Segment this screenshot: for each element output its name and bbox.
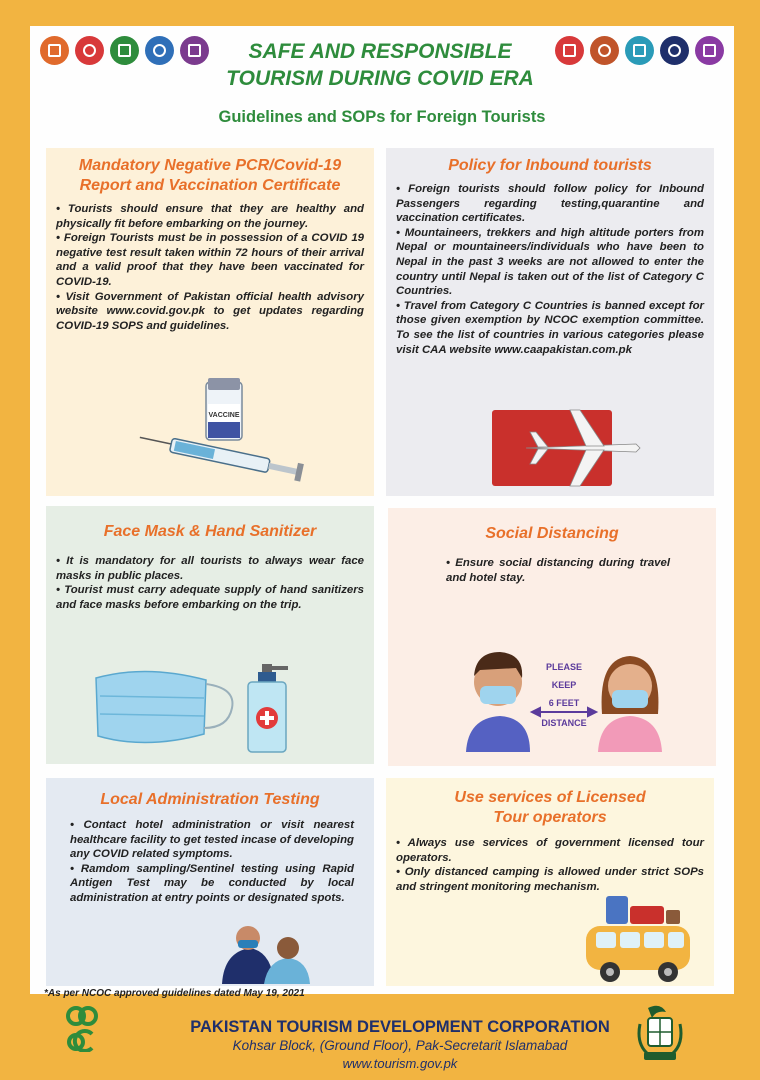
building-icon [695,36,724,65]
bullet-list [398,556,706,585]
card-local-testing [46,778,374,986]
car-icon [75,36,104,65]
suitcase-blue [606,896,628,924]
face-mask-icon [96,671,232,742]
list-item: • Mountaineers, trekkers and high altitude porters from Nepal or mountaineers/individuals who have been to Nepal in the past 3 weeks are not allowed to enter the country until Nepal is taken out of the list of Category C Countries. [396,226,704,299]
card-title: Social Distancing [485,525,619,542]
mask-sanitizer-illustration [86,658,346,758]
tour-van-illustration [584,896,694,984]
distance-word: KEEP [551,680,577,690]
footnote: *As per NCOC approved guidelines dated May 19, 2021 [44,988,305,999]
list-item: • Ramdom sampling/Sentinel testing using Rapid Antigen Test may be conducted by local administration at entry points or designated spots. [70,862,354,906]
list-item: • Travel from Category C Countries is banned except for those given exemption by NCOC exemption committee. To see the list of countries in various categories please visit CAA website www.caapakistan.com.pk [396,299,704,357]
bullet-list [396,182,704,357]
bullet-list [396,836,704,894]
right-icon-row [555,36,724,65]
distance-word: PLEASE [545,662,583,672]
vaccine-syringe-illustration [136,376,336,496]
shop-icon [110,36,139,65]
list-item: • Foreign Tourists must be in possession of a COVID 19 negative test result taken within 72 hours of their arrival and a valid proof that they have been vaccinated for COVID-19. [56,231,364,289]
distance-word: 6 FEET [548,698,580,708]
card-title: Policy for Inbound tourists [448,157,652,174]
card-title: Local Administration Testing [100,791,320,808]
covid-testing-illustration [220,924,310,984]
person-left-icon [466,652,530,752]
reception-icon [145,36,174,65]
card-pcr-certificate [46,148,374,496]
hotel-icon [40,36,69,65]
card-title: Face Mask & Hand Sanitizer [103,523,317,540]
list-item: • Ensure social distancing during travel and hotel stay. [446,556,670,585]
list-item: • It is mandatory for all tourists to always wear face masks in public places. [56,554,364,583]
elevator-icon [660,36,689,65]
bullet-list [56,202,364,333]
list-item: • Tourist must carry adequate supply of hand sanitizers and face masks before embarking on the trip. [56,583,364,612]
title-line-1: SAFE AND RESPONSIBLE [248,40,512,63]
vial-cap [208,378,240,390]
passport-plane-illustration [486,400,646,490]
hand-sanitizer-icon [248,664,288,752]
ptdc-logo [62,1004,102,1052]
organization-address: Kohsar Block, (Ground Floor), Pak-Secretarit Islamabad [232,1038,568,1053]
museum-icon [590,36,619,65]
suitcase-red [630,906,664,924]
card-title-line-2: Tour operators [493,809,607,826]
state-emblem-icon [634,1004,686,1064]
list-item: • Only distanced camping is allowed under strict SOPs and stringent monitoring mechanism. [396,865,704,894]
person-right-icon [598,656,662,752]
bullet-list [56,818,364,906]
card-mask-sanitizer [46,506,374,764]
poster-sheet [30,26,734,994]
card-title-line-1: Use services of Licensed [454,789,646,806]
list-item: • Foreign tourists should follow policy for Inbound Passengers regarding testing,quarantine and vaccination certificates. [396,182,704,226]
vial-label-text: VACCINE [208,412,240,419]
card-title-line-1: Mandatory Negative PCR/Covid-19 [78,157,342,174]
page-title [180,38,580,92]
social-distancing-illustration [464,634,664,754]
organization-name: PAKISTAN TOURISM DEVELOPMENT CORPORATION [190,1018,610,1036]
list-item: • Tourists should ensure that they are healthy and physically fit before embarking on the journey. [56,202,364,231]
page-subtitle: Guidelines and SOPs for Foreign Tourists [218,108,546,126]
list-item: • Visit Government of Pakistan official health advisory website www.covid.gov.pk to get updates regarding COVID-19 SOPS and guidelines. [56,290,364,334]
card-inbound-policy [386,148,714,496]
title-line-2: TOURISM DURING COVID ERA [226,67,534,90]
people-icon [625,36,654,65]
bullet-list [56,554,364,612]
list-item: • Always use services of government licensed tour operators. [396,836,704,865]
card-title [396,788,704,828]
double-arrow-icon [532,708,596,716]
list-item: • Contact hotel administration or visit nearest healthcare facility to get tested incase of developing any COVID related symptoms. [70,818,354,862]
distance-word: DISTANCE [541,718,587,728]
card-social-distancing [388,508,716,766]
organization-website: www.tourism.gov.pk [342,1056,458,1071]
card-licensed-operators [386,778,714,986]
card-title-line-2: Report and Vaccination Certificate [79,177,341,194]
card-title [56,156,364,196]
